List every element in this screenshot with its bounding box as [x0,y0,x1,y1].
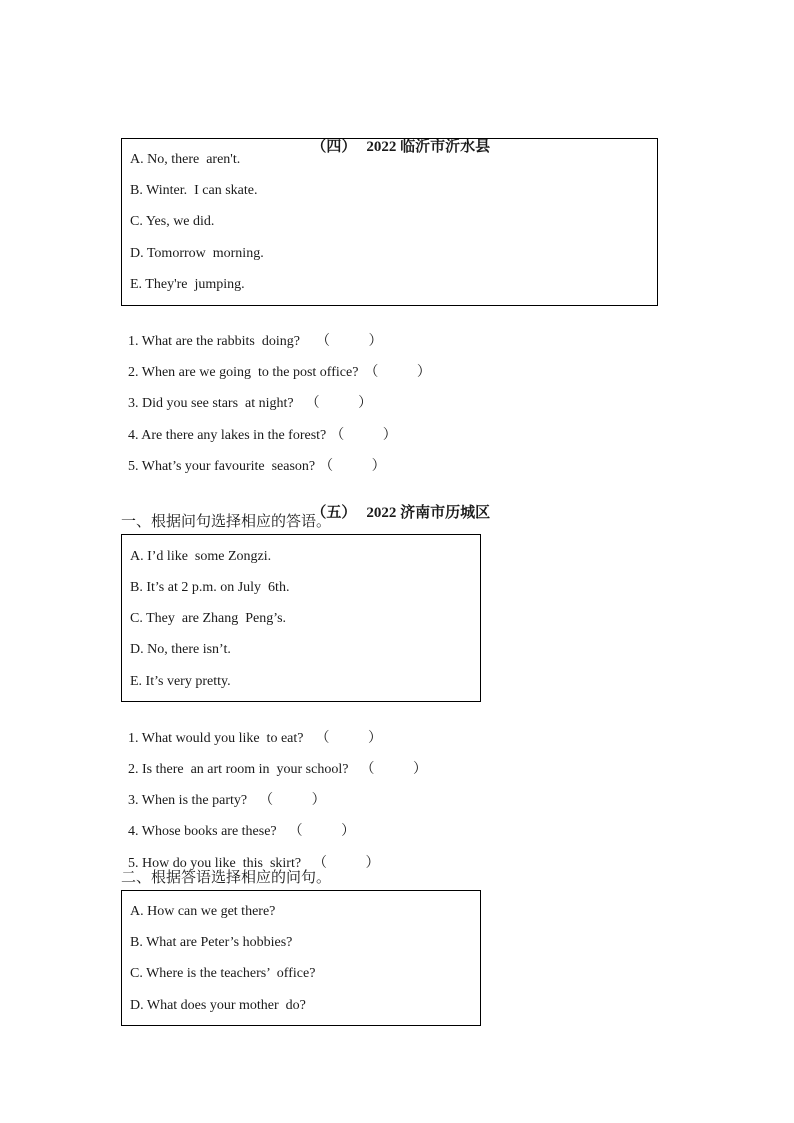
question-text: 1. What are the rabbits doing? [128,334,300,349]
question-text: 2. When are we going to the post office? [128,365,359,380]
section-4-place: 临沂市沂水县 [400,139,491,155]
option-d: D. No, there isn’t. [130,642,231,657]
option-e: E. It’s very pretty. [130,674,231,689]
section-5-prefix: （五） [311,505,357,521]
question-text: 5. What’s your favourite season? [128,459,316,474]
question-text: 5. How do you like this skirt? [128,856,302,871]
part-1-options-box [121,534,481,702]
option-d: D. Tomorrow morning. [130,246,264,261]
question-text: 3. Did you see stars at night? [128,396,294,411]
option-c: C. Yes, we did. [130,214,215,229]
part-2-options-box [121,890,481,1026]
answer-blank[interactable]: （ ） [259,793,326,808]
option-a: A. I’d like some Zongzi. [130,549,272,564]
answer-blank[interactable]: （ ） [330,428,397,443]
section-4-year: 2022 [366,139,397,155]
question-text: 4. Are there any lakes in the forest? [128,428,327,443]
question-text: 1. What would you like to eat? [128,731,304,746]
option-b: B. Winter. I can skate. [130,183,258,198]
option-c: C. They are Zhang Peng’s. [130,611,287,626]
answer-blank[interactable]: （ ） [288,824,356,839]
question-3 [121,376,372,412]
option-a: A. How can we get there? [130,904,276,919]
answer-blank[interactable]: （ ） [364,365,431,380]
option-c: C. Where is the teachers’ office? [130,966,316,981]
option-b: B. It’s at 2 p.m. on July 6th. [130,580,290,595]
answer-blank[interactable]: （ ） [313,856,380,871]
section-5-title [0,484,794,522]
question-4 [121,804,355,840]
question-text: 4. Whose books are these? [128,824,277,839]
part-2-heading: 二、根据答语选择相应的问句。 [121,868,332,886]
answer-blank[interactable]: （ ） [315,334,383,349]
section-4-options-box [121,138,658,306]
option-b: B. What are Peter’s hobbies? [130,935,293,950]
question-text: 3. When is the party? [128,793,248,808]
option-d: D. What does your mother do? [130,998,306,1013]
answer-blank[interactable]: （ ） [360,762,427,777]
section-5-place: 济南市历城区 [400,505,491,521]
answer-blank[interactable]: （ ） [315,731,382,746]
part-1-heading: 一、根据问句选择相应的答语。 [121,512,332,530]
answer-blank[interactable]: （ ） [319,459,386,474]
answer-blank[interactable]: （ ） [305,396,373,411]
question-5 [121,439,386,475]
option-e: E. They're jumping. [130,277,245,292]
option-a: A. No, there aren't. [130,152,241,167]
section-4-prefix: （四） [311,139,357,155]
question-text: 2. Is there an art room in your school? [128,762,349,777]
section-5-year: 2022 [366,505,397,521]
